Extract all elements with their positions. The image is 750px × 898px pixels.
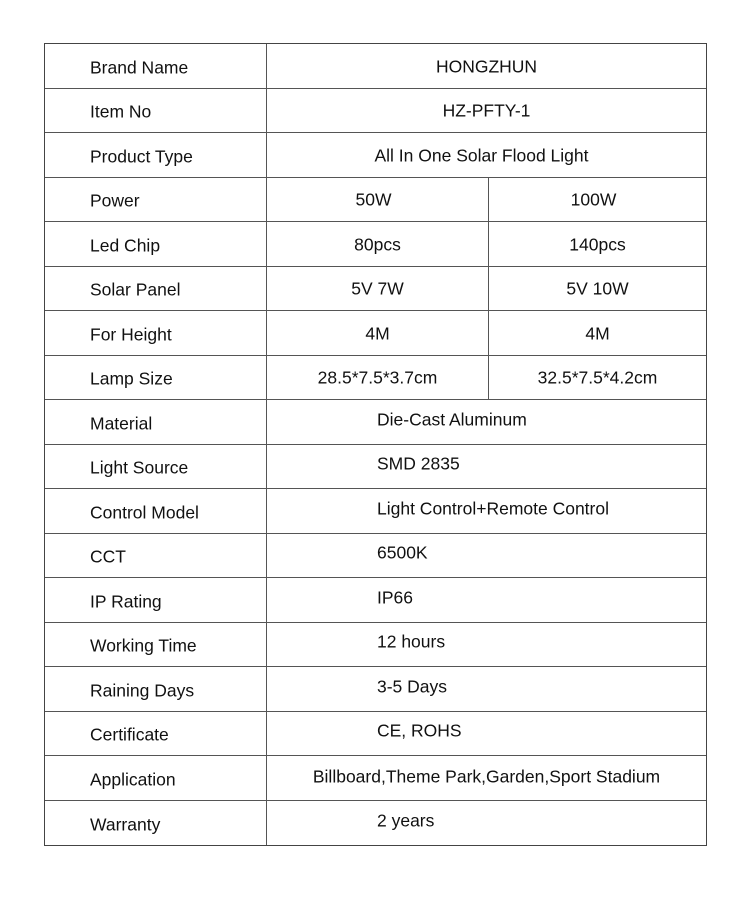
row-value [267, 44, 706, 88]
row-label [45, 267, 267, 311]
table-row-certificate [45, 712, 706, 757]
row-value [267, 89, 706, 133]
table-row-for-height [45, 311, 706, 356]
label-text: Led Chip [90, 235, 161, 256]
label-text: Certificate [90, 724, 169, 745]
table-row-ip-rating [45, 578, 706, 623]
row-label [45, 89, 267, 133]
value-text: 28.5*7.5*3.7cm [317, 367, 438, 388]
value-cell-100w [489, 356, 706, 400]
row-value [267, 400, 706, 444]
value-text: Light Control+Remote Control [377, 498, 609, 519]
value-cell-50w [267, 178, 489, 222]
value-text: 4M [585, 323, 610, 344]
value-text: 12 hours [377, 631, 446, 652]
value-text: 80pcs [354, 234, 401, 255]
row-label [45, 356, 267, 400]
value-text: 6500K [377, 542, 428, 563]
value-text: IP66 [377, 587, 413, 608]
label-text: Warranty [90, 814, 161, 835]
value-text: 100W [570, 189, 617, 210]
label-text: Power [90, 190, 140, 211]
value-text: HONGZHUN [435, 56, 538, 77]
table-row-control-model [45, 489, 706, 534]
row-value [267, 578, 706, 622]
row-label [45, 623, 267, 667]
table-row-led-chip [45, 222, 706, 267]
value-text: Die-Cast Aluminum [377, 409, 527, 430]
label-text: Light Source [90, 457, 189, 478]
value-cell-50w [267, 222, 489, 266]
row-label [45, 489, 267, 533]
value-text: 3-5 Days [377, 676, 448, 697]
label-text: Working Time [90, 635, 197, 656]
value-text: 4M [365, 323, 390, 344]
row-label [45, 667, 267, 711]
row-value [267, 133, 706, 177]
label-text: Brand Name [90, 57, 189, 78]
value-text: SMD 2835 [377, 453, 460, 474]
row-label [45, 578, 267, 622]
row-value-split [267, 222, 706, 266]
table-row-item-no [45, 89, 706, 134]
row-label [45, 178, 267, 222]
row-value [267, 445, 706, 489]
table-row-raining-days [45, 667, 706, 712]
value-text: HZ-PFTY-1 [442, 100, 531, 121]
value-cell-100w [489, 267, 706, 311]
row-label [45, 44, 267, 88]
table-row-application [45, 756, 706, 801]
row-value [267, 667, 706, 711]
table-row-material [45, 400, 706, 445]
table-row-solar-panel [45, 267, 706, 312]
row-label [45, 222, 267, 266]
row-label [45, 534, 267, 578]
row-value [267, 534, 706, 578]
label-text: Material [90, 413, 153, 434]
row-value-split [267, 356, 706, 400]
row-value [267, 623, 706, 667]
label-text: Raining Days [90, 680, 195, 701]
row-label [45, 756, 267, 800]
row-value [267, 801, 706, 846]
label-text: Solar Panel [90, 279, 181, 300]
table-row-brand-name [45, 44, 706, 89]
row-label [45, 311, 267, 355]
value-cell-50w [267, 311, 489, 355]
value-cell-100w [489, 178, 706, 222]
label-text: CCT [90, 546, 126, 567]
table-row-lamp-size [45, 356, 706, 401]
table-row-light-source [45, 445, 706, 490]
spec-table [44, 43, 707, 846]
value-text: All In One Solar Flood Light [374, 145, 589, 166]
label-text: Control Model [90, 502, 199, 523]
row-value [267, 712, 706, 756]
row-value-split [267, 311, 706, 355]
label-text: For Height [90, 324, 172, 345]
table-row-power [45, 178, 706, 223]
row-label [45, 445, 267, 489]
label-text: Product Type [90, 146, 193, 167]
value-cell-50w [267, 356, 489, 400]
table-row-working-time [45, 623, 706, 668]
value-text: 2 years [377, 810, 435, 831]
value-text: CE, ROHS [377, 720, 462, 741]
row-value [267, 756, 706, 800]
label-text: Lamp Size [90, 368, 173, 389]
value-text: 140pcs [569, 234, 626, 255]
value-text: 32.5*7.5*4.2cm [537, 367, 658, 388]
row-label [45, 400, 267, 444]
row-label [45, 801, 267, 846]
value-text: 50W [355, 189, 392, 210]
table-row-warranty [45, 801, 706, 846]
table-row-product-type [45, 133, 706, 178]
value-cell-50w [267, 267, 489, 311]
value-cell-100w [489, 222, 706, 266]
row-value-split [267, 178, 706, 222]
table-row-cct [45, 534, 706, 579]
value-cell-100w [489, 311, 706, 355]
label-text: Application [90, 769, 176, 790]
row-value [267, 489, 706, 533]
row-label [45, 712, 267, 756]
row-value-split [267, 267, 706, 311]
row-label [45, 133, 267, 177]
value-text: 5V 10W [566, 278, 629, 299]
value-text: Billboard,Theme Park,Garden,Sport Stadium [312, 766, 661, 787]
label-text: Item No [90, 101, 152, 122]
value-text: 5V 7W [351, 278, 404, 299]
label-text: IP Rating [90, 591, 162, 612]
